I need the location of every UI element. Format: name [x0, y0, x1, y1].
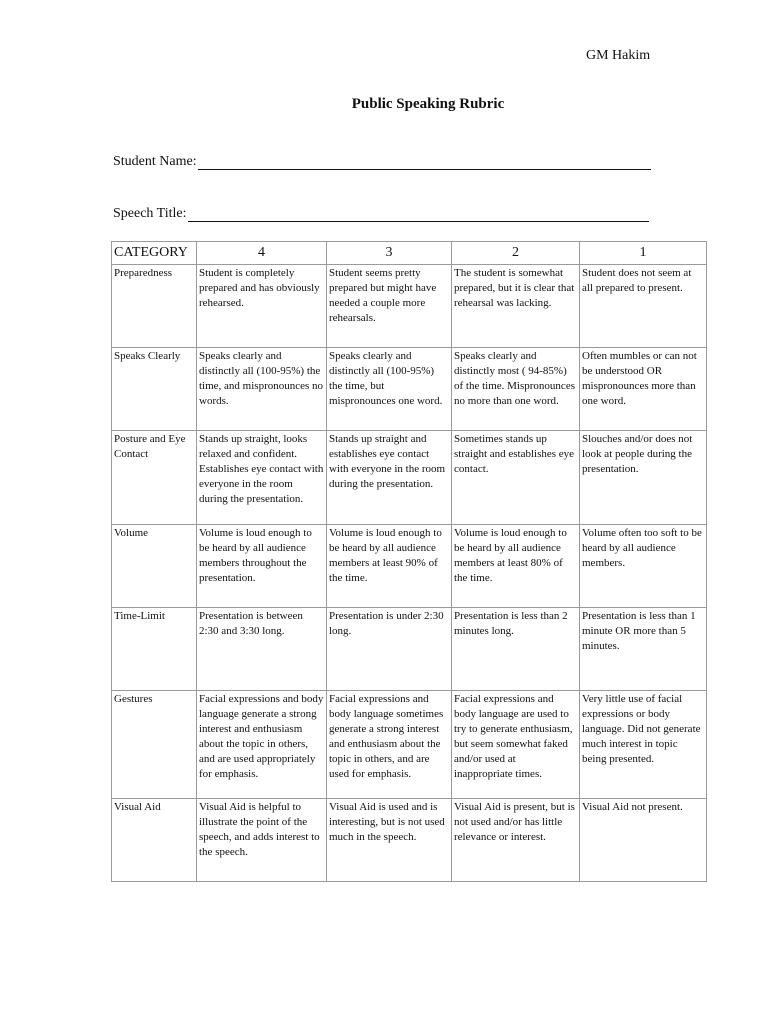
table-cell: Student does not seem at all prepared to present.: [580, 265, 707, 348]
table-cell: Student is completely prepared and has obviously rehearsed.: [197, 265, 327, 348]
rubric-table: [111, 241, 707, 882]
table-cell: Stands up straight and establishes eye contact with everyone in the room during the presentation.: [327, 431, 452, 525]
table-cell: Very little use of facial expressions or body language. Did not generate much interest in topic being presented.: [580, 691, 707, 799]
table-row: [112, 799, 707, 882]
table-cell: Visual Aid not present.: [580, 799, 707, 882]
page-title: Public Speaking Rubric: [351, 96, 505, 112]
speech-title-label: Speech Title:: [113, 206, 187, 221]
table-row: [112, 348, 707, 431]
table-header-row: [112, 242, 707, 265]
row-category: Posture and Eye Contact: [112, 431, 197, 525]
header-score-2: 2: [452, 242, 580, 265]
table-cell: Speaks clearly and distinctly most ( 94-85%) of the time. Mispronounces no more than one word.: [452, 348, 580, 431]
table-cell: Presentation is between 2:30 and 3:30 long.: [197, 608, 327, 691]
student-name-label: Student Name:: [113, 154, 197, 169]
row-category: Speaks Clearly: [112, 348, 197, 431]
table-row: [112, 265, 707, 348]
table-cell: Presentation is less than 2 minutes long.: [452, 608, 580, 691]
table-cell: Speaks clearly and distinctly all (100-95%) the time, and mispronounces no words.: [197, 348, 327, 431]
row-category: Visual Aid: [112, 799, 197, 882]
table-cell: Facial expressions and body language are used to try to generate enthusiasm, but seem somewhat faked and/or used at inappropriate times.: [452, 691, 580, 799]
table-cell: Visual Aid is used and is interesting, but is not used much in the speech.: [327, 799, 452, 882]
student-name-field: [113, 154, 651, 170]
table-cell: Visual Aid is present, but is not used and/or has little relevance or interest.: [452, 799, 580, 882]
row-category: Gestures: [112, 691, 197, 799]
table-cell: Volume often too soft to be heard by all audience members.: [580, 525, 707, 608]
row-category: Volume: [112, 525, 197, 608]
table-row: [112, 525, 707, 608]
table-cell: Facial expressions and body language sometimes generate a strong interest and enthusiasm about the topic in others, and are used for emphasis.: [327, 691, 452, 799]
author-name: GM Hakim: [586, 48, 651, 63]
table-cell: Presentation is under 2:30 long.: [327, 608, 452, 691]
table-row: [112, 608, 707, 691]
table-cell: Often mumbles or can not be understood OR mispronounces more than one word.: [580, 348, 707, 431]
table-cell: Speaks clearly and distinctly all (100-95%) the time, but mispronounces one word.: [327, 348, 452, 431]
table-cell: Facial expressions and body language generate a strong interest and enthusiasm about the topic in others, and are used appropriately for emphasis.: [197, 691, 327, 799]
speech-title-field: [113, 206, 649, 222]
student-name-blank-line: [198, 155, 651, 170]
header-score-3: 3: [327, 242, 452, 265]
table-cell: Volume is loud enough to be heard by all audience members throughout the presentation.: [197, 525, 327, 608]
table-cell: Visual Aid is helpful to illustrate the point of the speech, and adds interest to the speech.: [197, 799, 327, 882]
table-row: [112, 691, 707, 799]
table-cell: Stands up straight, looks relaxed and confident. Establishes eye contact with everyone in the room during the presentation.: [197, 431, 327, 525]
table-cell: Volume is loud enough to be heard by all audience members at least 80% of the time.: [452, 525, 580, 608]
table-cell: Sometimes stands up straight and establishes eye contact.: [452, 431, 580, 525]
table-cell: Slouches and/or does not look at people during the presentation.: [580, 431, 707, 525]
header-score-4: 4: [197, 242, 327, 265]
table-cell: The student is somewhat prepared, but it is clear that rehearsal was lacking.: [452, 265, 580, 348]
table-cell: Volume is loud enough to be heard by all audience members at least 90% of the time.: [327, 525, 452, 608]
speech-title-blank-line: [188, 207, 649, 222]
row-category: Time-Limit: [112, 608, 197, 691]
row-category: Preparedness: [112, 265, 197, 348]
table-row: [112, 431, 707, 525]
table-cell: Presentation is less than 1 minute OR more than 5 minutes.: [580, 608, 707, 691]
header-category: CATEGORY: [112, 242, 197, 265]
header-score-1: 1: [580, 242, 707, 265]
table-cell: Student seems pretty prepared but might have needed a couple more rehearsals.: [327, 265, 452, 348]
